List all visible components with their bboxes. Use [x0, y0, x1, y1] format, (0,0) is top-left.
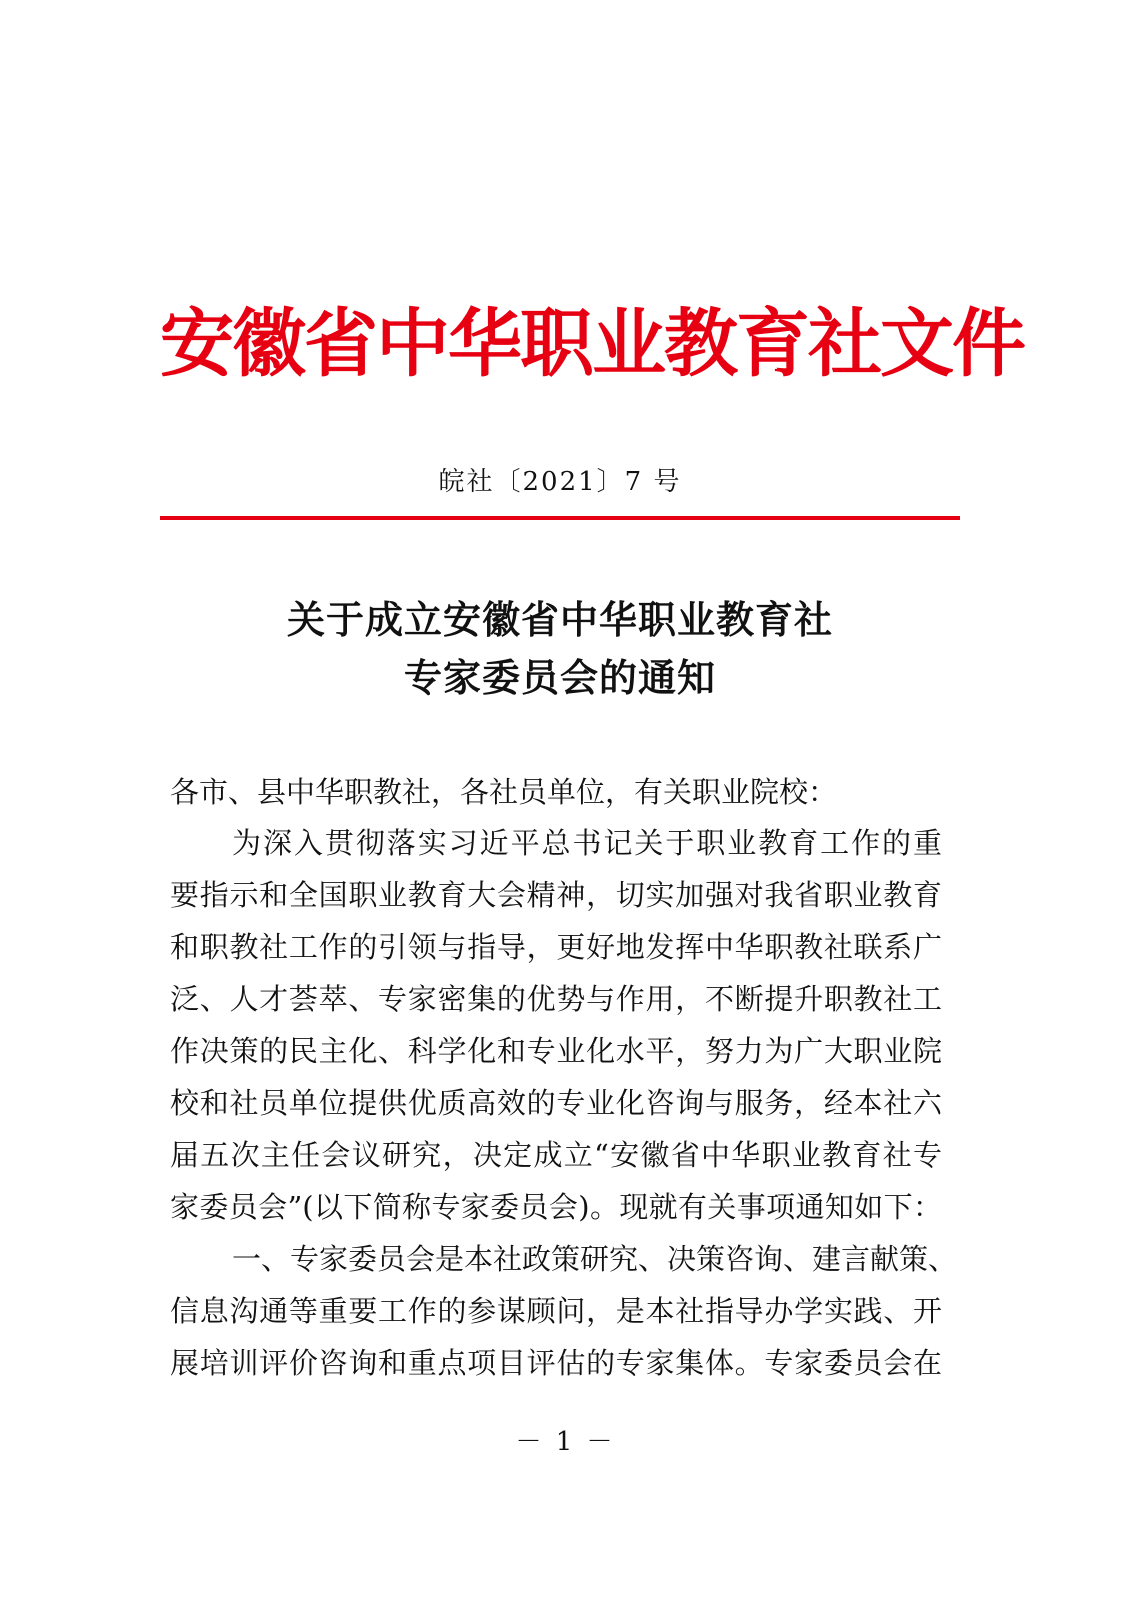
body-text-line: 要指示和全国职业教育大会精神，切实加强对我省职业教育	[170, 878, 942, 912]
body-text-line: 泛、人才荟萃、专家密集的优势与作用，不断提升职教社工	[170, 982, 942, 1016]
page-number: － 1 －	[515, 1427, 616, 1457]
document-masthead: 安徽省中华职业教育社文件	[160, 301, 1024, 387]
body-text-line: 家委员会”(以下简称专家委员会)。现就有关事项通知如下：	[170, 1190, 942, 1224]
red-separator-rule	[160, 516, 960, 520]
body-text-line: 为深入贯彻落实习近平总书记关于职业教育工作的重	[232, 826, 942, 860]
salutation: 各市、县中华职教社，各社员单位，有关职业院校：	[170, 775, 838, 809]
body-text-line: 展培训评价咨询和重点项目评估的专家集体。专家委员会在	[170, 1346, 942, 1380]
body-text-line: 届五次主任会议研究，决定成立“安徽省中华职业教育社专	[170, 1138, 942, 1172]
notice-title-line-2: 专家委员会的通知	[403, 655, 716, 700]
body-text-line: 一、专家委员会是本社政策研究、决策咨询、建言献策、	[232, 1242, 958, 1276]
document-number: 皖社〔2021〕7 号	[438, 467, 682, 497]
body-text-line: 信息沟通等重要工作的参谋顾问，是本社指导办学实践、开	[170, 1294, 942, 1328]
notice-title-line-1: 关于成立安徽省中华职业教育社	[286, 597, 833, 642]
body-text-line: 校和社员单位提供优质高效的专业化咨询与服务，经本社六	[170, 1086, 942, 1120]
body-text-line: 和职教社工作的引领与指导，更好地发挥中华职教社联系广	[170, 930, 942, 964]
body-text-line: 作决策的民主化、科学化和专业化水平，努力为广大职业院	[170, 1034, 942, 1068]
